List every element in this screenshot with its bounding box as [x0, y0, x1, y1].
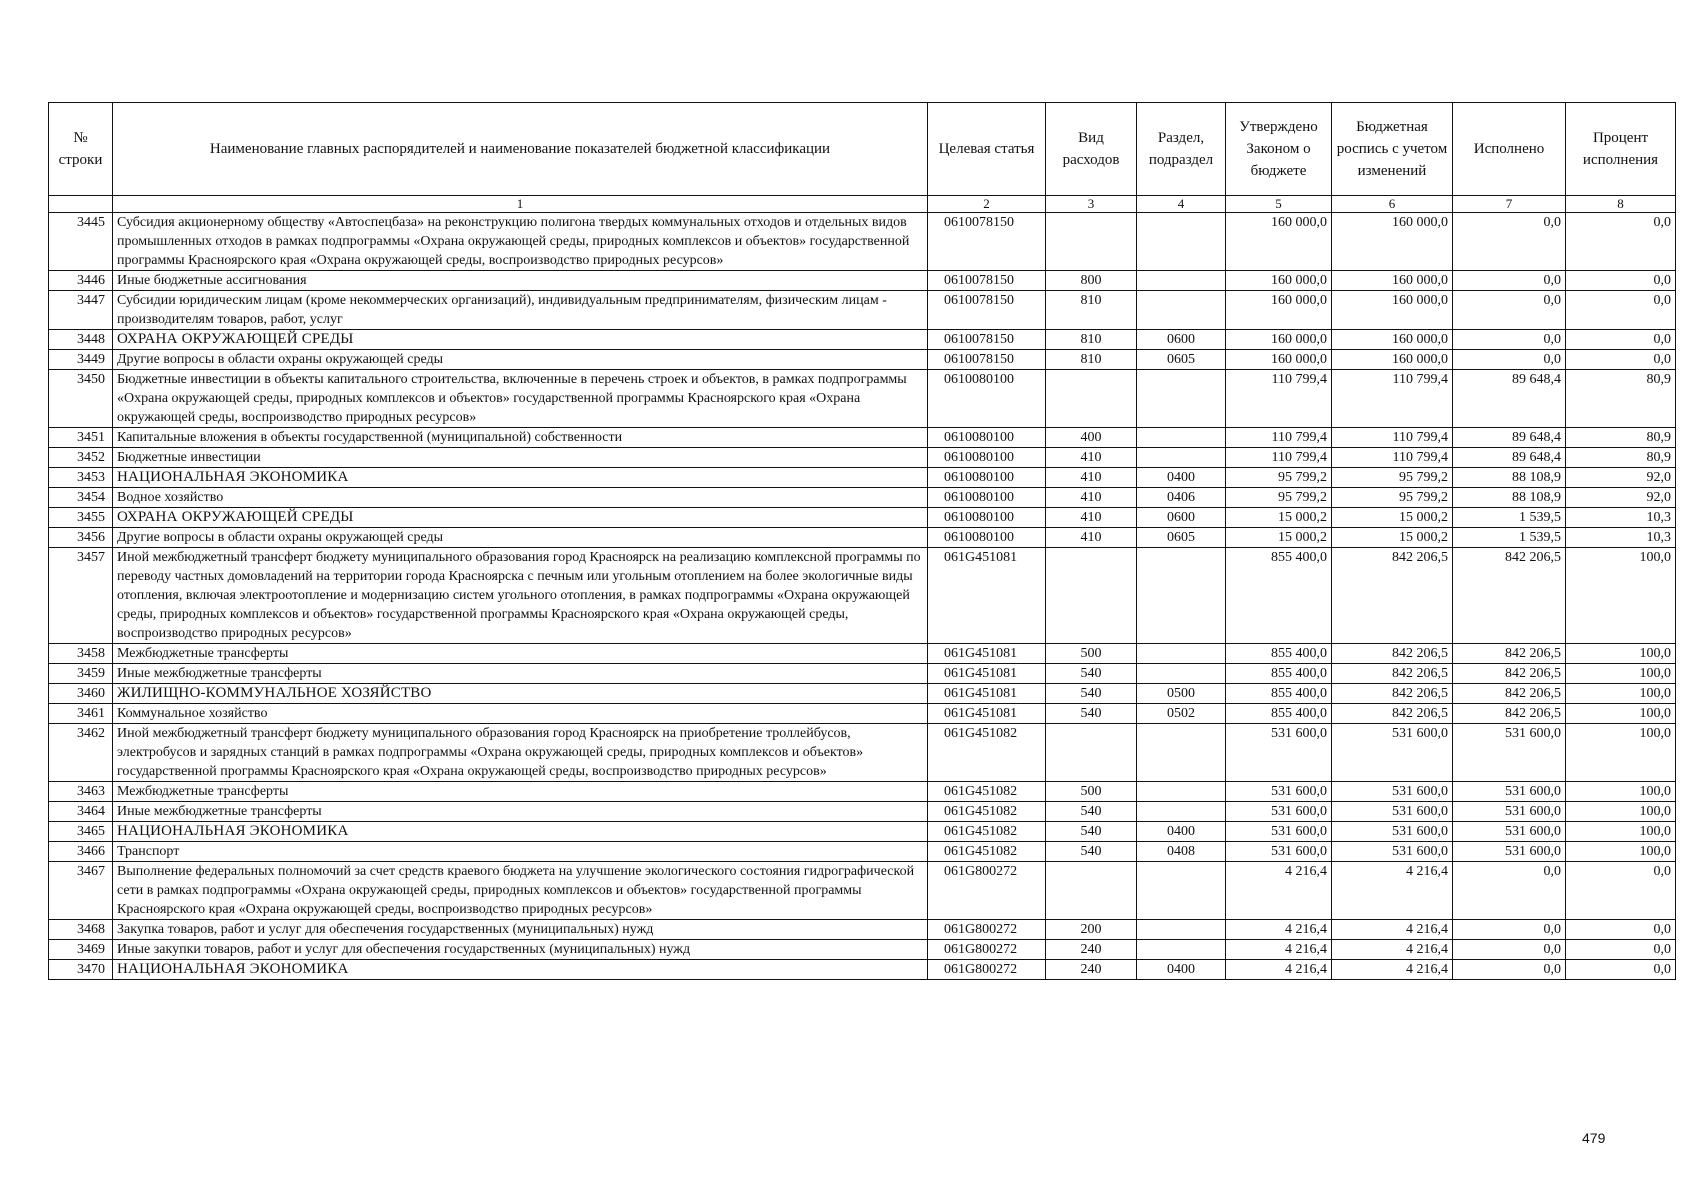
- target-article-cell: 061G800272: [928, 940, 1046, 960]
- table-row: [49, 271, 1676, 291]
- approved-amount-cell: 15 000,2: [1226, 508, 1332, 528]
- column-number: 7: [1453, 196, 1566, 213]
- table-row: [49, 291, 1676, 330]
- executed-amount-cell: 89 648,4: [1453, 428, 1566, 448]
- approved-amount-cell: 531 600,0: [1226, 842, 1332, 862]
- section-cell: [1137, 271, 1226, 291]
- row-name-cell: Другие вопросы в области охраны окружающей среды: [113, 528, 928, 548]
- expense-type-cell: [1046, 724, 1137, 782]
- executed-amount-cell: 0,0: [1453, 862, 1566, 920]
- column-number-blank: [49, 196, 113, 213]
- percent-cell: 0,0: [1566, 271, 1676, 291]
- section-cell: 0406: [1137, 488, 1226, 508]
- budget-list-amount-cell: 160 000,0: [1332, 271, 1453, 291]
- target-article-cell: 0610078150: [928, 330, 1046, 350]
- expense-type-cell: 810: [1046, 330, 1137, 350]
- section-cell: [1137, 291, 1226, 330]
- percent-cell: 100,0: [1566, 724, 1676, 782]
- percent-cell: 100,0: [1566, 822, 1676, 842]
- target-article-cell: 0610078150: [928, 291, 1046, 330]
- percent-cell: 10,3: [1566, 528, 1676, 548]
- row-number-cell: 3452: [49, 448, 113, 468]
- row-name-cell: Иные межбюджетные трансферты: [113, 664, 928, 684]
- budget-list-amount-cell: 95 799,2: [1332, 468, 1453, 488]
- table-row: [49, 508, 1676, 528]
- percent-cell: 10,3: [1566, 508, 1676, 528]
- percent-cell: 0,0: [1566, 291, 1676, 330]
- budget-list-amount-cell: 842 206,5: [1332, 644, 1453, 664]
- header-executed: Исполнено: [1453, 103, 1566, 196]
- approved-amount-cell: 531 600,0: [1226, 802, 1332, 822]
- row-name-cell: Субсидии юридическим лицам (кроме некоммерческих организаций), индивидуальным предпринимателям, физическим лицам - производителям товаров, работ, услуг: [113, 291, 928, 330]
- executed-amount-cell: 0,0: [1453, 960, 1566, 980]
- percent-cell: 100,0: [1566, 644, 1676, 664]
- table-row: [49, 920, 1676, 940]
- column-number: 6: [1332, 196, 1453, 213]
- target-article-cell: 0610078150: [928, 213, 1046, 271]
- percent-cell: 100,0: [1566, 664, 1676, 684]
- header-target-article: Целевая статья: [928, 103, 1046, 196]
- approved-amount-cell: 4 216,4: [1226, 960, 1332, 980]
- budget-list-amount-cell: 531 600,0: [1332, 842, 1453, 862]
- percent-cell: 100,0: [1566, 704, 1676, 724]
- executed-amount-cell: 842 206,5: [1453, 684, 1566, 704]
- header-section: Раздел, подраздел: [1137, 103, 1226, 196]
- approved-amount-cell: 855 400,0: [1226, 704, 1332, 724]
- target-article-cell: 0610080100: [928, 448, 1046, 468]
- executed-amount-cell: 531 600,0: [1453, 724, 1566, 782]
- expense-type-cell: 540: [1046, 802, 1137, 822]
- expense-type-cell: [1046, 548, 1137, 644]
- table-row: [49, 428, 1676, 448]
- expense-type-cell: 540: [1046, 664, 1137, 684]
- row-number-cell: 3460: [49, 684, 113, 704]
- target-article-cell: 0610080100: [928, 508, 1046, 528]
- table-row: [49, 782, 1676, 802]
- expense-type-cell: 410: [1046, 488, 1137, 508]
- row-name-cell: Субсидия акционерному обществу «Автоспецбаза» на реконструкцию полигона твердых коммунальных отходов и отдельных видов промышленных отходов в рамках подпрограммы «Охрана окружающей среды, природных комплексов и объектов» государственной программы Красноярского края «Охрана окружающей среды, воспроизводство природных ресурсов»: [113, 213, 928, 271]
- expense-type-cell: [1046, 862, 1137, 920]
- row-number-cell: 3463: [49, 782, 113, 802]
- row-number-cell: 3462: [49, 724, 113, 782]
- executed-amount-cell: 842 206,5: [1453, 548, 1566, 644]
- table-row: [49, 684, 1676, 704]
- executed-amount-cell: 0,0: [1453, 213, 1566, 271]
- header-name: Наименование главных распорядителей и наименование показателей бюджетной классификации: [113, 103, 928, 196]
- section-cell: [1137, 428, 1226, 448]
- section-cell: [1137, 644, 1226, 664]
- budget-list-amount-cell: 842 206,5: [1332, 548, 1453, 644]
- header-approved: Утверждено Законом о бюджете: [1226, 103, 1332, 196]
- expense-type-cell: 200: [1046, 920, 1137, 940]
- column-number: 3: [1046, 196, 1137, 213]
- approved-amount-cell: 110 799,4: [1226, 448, 1332, 468]
- approved-amount-cell: 160 000,0: [1226, 213, 1332, 271]
- expense-type-cell: 500: [1046, 782, 1137, 802]
- row-number-cell: 3457: [49, 548, 113, 644]
- row-number-cell: 3451: [49, 428, 113, 448]
- executed-amount-cell: 842 206,5: [1453, 704, 1566, 724]
- percent-cell: 0,0: [1566, 960, 1676, 980]
- section-cell: 0600: [1137, 508, 1226, 528]
- target-article-cell: 0610080100: [928, 488, 1046, 508]
- executed-amount-cell: 842 206,5: [1453, 644, 1566, 664]
- target-article-cell: 061G451082: [928, 724, 1046, 782]
- section-cell: 0408: [1137, 842, 1226, 862]
- row-number-cell: 3456: [49, 528, 113, 548]
- table-row: [49, 528, 1676, 548]
- column-number: 1: [113, 196, 928, 213]
- row-name-cell: Другие вопросы в области охраны окружающей среды: [113, 350, 928, 370]
- row-name-cell: Бюджетные инвестиции: [113, 448, 928, 468]
- table-row: [49, 468, 1676, 488]
- expense-type-cell: 810: [1046, 350, 1137, 370]
- percent-cell: 80,9: [1566, 370, 1676, 428]
- expense-type-cell: 800: [1046, 271, 1137, 291]
- percent-cell: 0,0: [1566, 862, 1676, 920]
- row-number-cell: 3445: [49, 213, 113, 271]
- row-number-cell: 3454: [49, 488, 113, 508]
- table-row: [49, 842, 1676, 862]
- executed-amount-cell: 1 539,5: [1453, 528, 1566, 548]
- target-article-cell: 061G451081: [928, 664, 1046, 684]
- row-name-cell: ОХРАНА ОКРУЖАЮЩЕЙ СРЕДЫ: [113, 330, 928, 350]
- row-name-cell: Водное хозяйство: [113, 488, 928, 508]
- section-cell: 0605: [1137, 528, 1226, 548]
- budget-list-amount-cell: 531 600,0: [1332, 802, 1453, 822]
- budget-list-amount-cell: 15 000,2: [1332, 528, 1453, 548]
- percent-cell: 100,0: [1566, 548, 1676, 644]
- budget-list-amount-cell: 110 799,4: [1332, 448, 1453, 468]
- approved-amount-cell: 531 600,0: [1226, 724, 1332, 782]
- row-number-cell: 3450: [49, 370, 113, 428]
- section-cell: [1137, 802, 1226, 822]
- expense-type-cell: 810: [1046, 291, 1137, 330]
- row-number-cell: 3467: [49, 862, 113, 920]
- budget-list-amount-cell: 4 216,4: [1332, 920, 1453, 940]
- expense-type-cell: 400: [1046, 428, 1137, 448]
- approved-amount-cell: 160 000,0: [1226, 350, 1332, 370]
- approved-amount-cell: 855 400,0: [1226, 548, 1332, 644]
- target-article-cell: 061G451082: [928, 842, 1046, 862]
- section-cell: [1137, 940, 1226, 960]
- row-name-cell: Иной межбюджетный трансферт бюджету муниципального образования город Красноярск на реализацию комплексной программы по переводу частных домовладений на территории города Красноярска с печным или угольным отоплением на более экологичные виды отопления, включая электроотопление и модернизацию систем угольного отопления, в рамках подпрограммы «Охрана окружающей среды, природных комплексов и объектов» государственной программы Красноярского края «Охрана окружающей среды, воспроизводство природных ресурсов»: [113, 548, 928, 644]
- budget-list-amount-cell: 95 799,2: [1332, 488, 1453, 508]
- column-number: 8: [1566, 196, 1676, 213]
- target-article-cell: 061G451082: [928, 822, 1046, 842]
- executed-amount-cell: 0,0: [1453, 291, 1566, 330]
- executed-amount-cell: 0,0: [1453, 330, 1566, 350]
- section-cell: 0400: [1137, 468, 1226, 488]
- executed-amount-cell: 88 108,9: [1453, 488, 1566, 508]
- section-cell: [1137, 213, 1226, 271]
- percent-cell: 100,0: [1566, 842, 1676, 862]
- budget-list-amount-cell: 160 000,0: [1332, 350, 1453, 370]
- header-budget-list: Бюджетная роспись с учетом изменений: [1332, 103, 1453, 196]
- row-number-cell: 3449: [49, 350, 113, 370]
- expense-type-cell: 540: [1046, 822, 1137, 842]
- percent-cell: 92,0: [1566, 488, 1676, 508]
- percent-cell: 0,0: [1566, 213, 1676, 271]
- executed-amount-cell: 89 648,4: [1453, 370, 1566, 428]
- executed-amount-cell: 0,0: [1453, 350, 1566, 370]
- page-number: 479: [1582, 1130, 1606, 1146]
- executed-amount-cell: 531 600,0: [1453, 802, 1566, 822]
- expense-type-cell: 540: [1046, 704, 1137, 724]
- row-name-cell: Иные межбюджетные трансферты: [113, 802, 928, 822]
- target-article-cell: 0610080100: [928, 428, 1046, 448]
- row-number-cell: 3448: [49, 330, 113, 350]
- expense-type-cell: [1046, 213, 1137, 271]
- row-name-cell: Иные бюджетные ассигнования: [113, 271, 928, 291]
- expense-type-cell: 540: [1046, 684, 1137, 704]
- budget-list-amount-cell: 842 206,5: [1332, 684, 1453, 704]
- row-name-cell: Коммунальное хозяйство: [113, 704, 928, 724]
- column-number: 2: [928, 196, 1046, 213]
- budget-list-amount-cell: 4 216,4: [1332, 940, 1453, 960]
- section-cell: 0605: [1137, 350, 1226, 370]
- budget-list-amount-cell: 110 799,4: [1332, 428, 1453, 448]
- section-cell: 0502: [1137, 704, 1226, 724]
- header-expense-type: Вид расходов: [1046, 103, 1137, 196]
- budget-list-amount-cell: 160 000,0: [1332, 330, 1453, 350]
- table-body: [49, 213, 1676, 980]
- approved-amount-cell: 855 400,0: [1226, 644, 1332, 664]
- expense-type-cell: 240: [1046, 960, 1137, 980]
- percent-cell: 0,0: [1566, 940, 1676, 960]
- executed-amount-cell: 0,0: [1453, 940, 1566, 960]
- section-cell: [1137, 448, 1226, 468]
- row-number-cell: 3458: [49, 644, 113, 664]
- row-name-cell: ЖИЛИЩНО-КОММУНАЛЬНОЕ ХОЗЯЙСТВО: [113, 684, 928, 704]
- row-name-cell: Бюджетные инвестиции в объекты капитального строительства, включенные в перечень строек и объектов, в рамках подпрограммы «Охрана окружающей среды, природных комплексов и объектов» государственной программы Красноярского края «Охрана окружающей среды, воспроизводство природных ресурсов»: [113, 370, 928, 428]
- executed-amount-cell: 0,0: [1453, 920, 1566, 940]
- expense-type-cell: 500: [1046, 644, 1137, 664]
- table-row: [49, 664, 1676, 684]
- target-article-cell: 0610080100: [928, 528, 1046, 548]
- budget-list-amount-cell: 160 000,0: [1332, 291, 1453, 330]
- budget-list-amount-cell: 531 600,0: [1332, 724, 1453, 782]
- percent-cell: 100,0: [1566, 802, 1676, 822]
- table-row: [49, 960, 1676, 980]
- expense-type-cell: 540: [1046, 842, 1137, 862]
- table-row: [49, 330, 1676, 350]
- target-article-cell: 061G451081: [928, 644, 1046, 664]
- expense-type-cell: 410: [1046, 508, 1137, 528]
- row-name-cell: НАЦИОНАЛЬНАЯ ЭКОНОМИКА: [113, 468, 928, 488]
- section-cell: [1137, 724, 1226, 782]
- percent-cell: 0,0: [1566, 330, 1676, 350]
- budget-list-amount-cell: 4 216,4: [1332, 862, 1453, 920]
- budget-table-sheet: [48, 102, 1676, 980]
- section-cell: 0400: [1137, 822, 1226, 842]
- approved-amount-cell: 4 216,4: [1226, 940, 1332, 960]
- budget-execution-table: [48, 102, 1676, 980]
- row-number-cell: 3470: [49, 960, 113, 980]
- target-article-cell: 061G800272: [928, 920, 1046, 940]
- table-row: [49, 822, 1676, 842]
- section-cell: 0400: [1137, 960, 1226, 980]
- target-article-cell: 061G451082: [928, 782, 1046, 802]
- table-row: [49, 644, 1676, 664]
- row-name-cell: Иной межбюджетный трансферт бюджету муниципального образования город Красноярск на приобретение троллейбусов, электробусов и зарядных станций в рамках подпрограммы «Охрана окружающей среды, природных комплексов и объектов» государственной программы Красноярского края «Охрана окружающей среды, воспроизводство природных ресурсов»: [113, 724, 928, 782]
- percent-cell: 0,0: [1566, 350, 1676, 370]
- executed-amount-cell: 531 600,0: [1453, 842, 1566, 862]
- row-name-cell: Закупка товаров, работ и услуг для обеспечения государственных (муниципальных) нужд: [113, 920, 928, 940]
- approved-amount-cell: 531 600,0: [1226, 822, 1332, 842]
- row-name-cell: Капитальные вложения в объекты государственной (муниципальной) собственности: [113, 428, 928, 448]
- target-article-cell: 061G800272: [928, 862, 1046, 920]
- target-article-cell: 061G451081: [928, 704, 1046, 724]
- approved-amount-cell: 95 799,2: [1226, 468, 1332, 488]
- column-number: 4: [1137, 196, 1226, 213]
- table-row: [49, 213, 1676, 271]
- budget-list-amount-cell: 160 000,0: [1332, 213, 1453, 271]
- approved-amount-cell: 531 600,0: [1226, 782, 1332, 802]
- approved-amount-cell: 110 799,4: [1226, 428, 1332, 448]
- budget-list-amount-cell: 110 799,4: [1332, 370, 1453, 428]
- budget-list-amount-cell: 4 216,4: [1332, 960, 1453, 980]
- target-article-cell: 0610080100: [928, 468, 1046, 488]
- section-cell: 0500: [1137, 684, 1226, 704]
- row-number-cell: 3465: [49, 822, 113, 842]
- table-row: [49, 802, 1676, 822]
- target-article-cell: 061G800272: [928, 960, 1046, 980]
- header-row: [49, 103, 1676, 196]
- row-number-cell: 3447: [49, 291, 113, 330]
- budget-list-amount-cell: 531 600,0: [1332, 782, 1453, 802]
- approved-amount-cell: 95 799,2: [1226, 488, 1332, 508]
- percent-cell: 92,0: [1566, 468, 1676, 488]
- approved-amount-cell: 160 000,0: [1226, 330, 1332, 350]
- target-article-cell: 061G451081: [928, 684, 1046, 704]
- executed-amount-cell: 0,0: [1453, 271, 1566, 291]
- section-cell: [1137, 370, 1226, 428]
- table-row: [49, 724, 1676, 782]
- table-row: [49, 940, 1676, 960]
- budget-list-amount-cell: 842 206,5: [1332, 704, 1453, 724]
- row-name-cell: НАЦИОНАЛЬНАЯ ЭКОНОМИКА: [113, 822, 928, 842]
- budget-list-amount-cell: 531 600,0: [1332, 822, 1453, 842]
- table-row: [49, 350, 1676, 370]
- row-name-cell: Транспорт: [113, 842, 928, 862]
- budget-list-amount-cell: 842 206,5: [1332, 664, 1453, 684]
- row-number-cell: 3455: [49, 508, 113, 528]
- target-article-cell: 061G451082: [928, 802, 1046, 822]
- table-row: [49, 370, 1676, 428]
- budget-list-amount-cell: 15 000,2: [1332, 508, 1453, 528]
- section-cell: 0600: [1137, 330, 1226, 350]
- expense-type-cell: 410: [1046, 448, 1137, 468]
- expense-type-cell: 410: [1046, 468, 1137, 488]
- approved-amount-cell: 160 000,0: [1226, 291, 1332, 330]
- header-row-no: № строки: [49, 103, 113, 196]
- percent-cell: 80,9: [1566, 428, 1676, 448]
- target-article-cell: 061G451081: [928, 548, 1046, 644]
- row-number-cell: 3464: [49, 802, 113, 822]
- row-name-cell: Иные закупки товаров, работ и услуг для обеспечения государственных (муниципальных) нужд: [113, 940, 928, 960]
- executed-amount-cell: 88 108,9: [1453, 468, 1566, 488]
- approved-amount-cell: 855 400,0: [1226, 664, 1332, 684]
- executed-amount-cell: 89 648,4: [1453, 448, 1566, 468]
- header-percent: Процент исполнения: [1566, 103, 1676, 196]
- row-number-cell: 3461: [49, 704, 113, 724]
- table-row: [49, 488, 1676, 508]
- section-cell: [1137, 862, 1226, 920]
- section-cell: [1137, 920, 1226, 940]
- percent-cell: 80,9: [1566, 448, 1676, 468]
- table-row: [49, 862, 1676, 920]
- section-cell: [1137, 782, 1226, 802]
- approved-amount-cell: 160 000,0: [1226, 271, 1332, 291]
- executed-amount-cell: 531 600,0: [1453, 822, 1566, 842]
- row-name-cell: Межбюджетные трансферты: [113, 644, 928, 664]
- target-article-cell: 0610078150: [928, 271, 1046, 291]
- percent-cell: 100,0: [1566, 782, 1676, 802]
- table-row: [49, 704, 1676, 724]
- target-article-cell: 0610078150: [928, 350, 1046, 370]
- executed-amount-cell: 531 600,0: [1453, 782, 1566, 802]
- table-row: [49, 448, 1676, 468]
- approved-amount-cell: 4 216,4: [1226, 862, 1332, 920]
- section-cell: [1137, 548, 1226, 644]
- target-article-cell: 0610080100: [928, 370, 1046, 428]
- row-number-cell: 3459: [49, 664, 113, 684]
- percent-cell: 0,0: [1566, 920, 1676, 940]
- expense-type-cell: 240: [1046, 940, 1137, 960]
- row-number-cell: 3446: [49, 271, 113, 291]
- row-name-cell: НАЦИОНАЛЬНАЯ ЭКОНОМИКА: [113, 960, 928, 980]
- row-number-cell: 3468: [49, 920, 113, 940]
- column-number-row: [49, 196, 1676, 213]
- row-name-cell: Выполнение федеральных полномочий за счет средств краевого бюджета на улучшение экологического состояния гидрографической сети в рамках подпрограммы «Охрана окружающей среды, природных комплексов и объектов» государственной программы Красноярского края «Охрана окружающей среды, воспроизводство природных ресурсов»: [113, 862, 928, 920]
- table-row: [49, 548, 1676, 644]
- executed-amount-cell: 1 539,5: [1453, 508, 1566, 528]
- percent-cell: 100,0: [1566, 684, 1676, 704]
- column-number: 5: [1226, 196, 1332, 213]
- approved-amount-cell: 4 216,4: [1226, 920, 1332, 940]
- row-number-cell: 3469: [49, 940, 113, 960]
- approved-amount-cell: 15 000,2: [1226, 528, 1332, 548]
- expense-type-cell: 410: [1046, 528, 1137, 548]
- section-cell: [1137, 664, 1226, 684]
- row-number-cell: 3453: [49, 468, 113, 488]
- executed-amount-cell: 842 206,5: [1453, 664, 1566, 684]
- row-number-cell: 3466: [49, 842, 113, 862]
- approved-amount-cell: 110 799,4: [1226, 370, 1332, 428]
- row-name-cell: Межбюджетные трансферты: [113, 782, 928, 802]
- expense-type-cell: [1046, 370, 1137, 428]
- approved-amount-cell: 855 400,0: [1226, 684, 1332, 704]
- row-name-cell: ОХРАНА ОКРУЖАЮЩЕЙ СРЕДЫ: [113, 508, 928, 528]
